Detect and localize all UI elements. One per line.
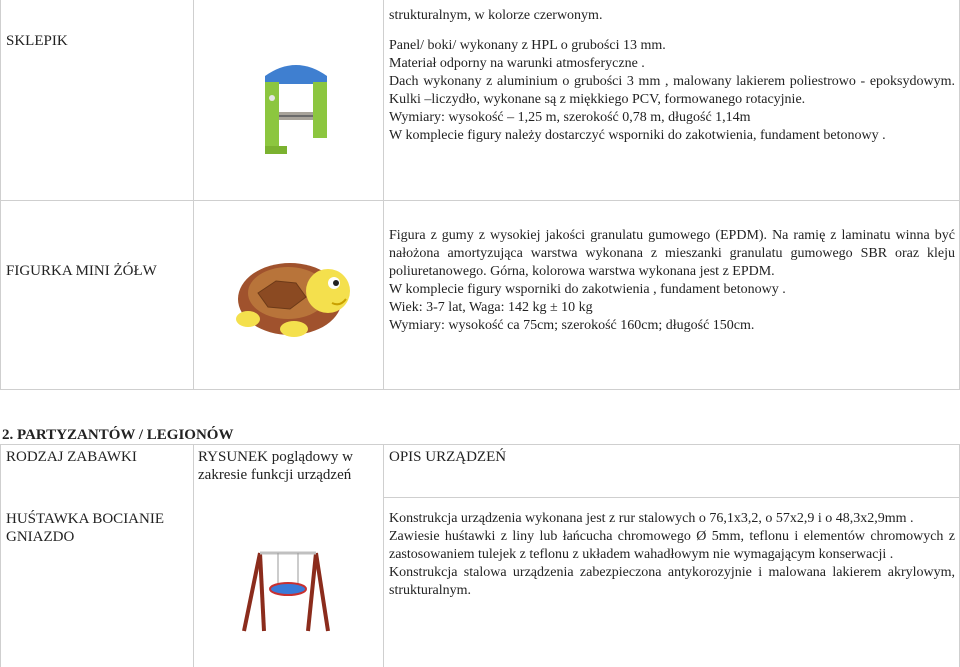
header-rodzaj-zabawki: RODZAJ ZABAWKI: [6, 449, 137, 465]
toy-name-sklepik: SKLEPIK: [6, 33, 68, 49]
zolw-desc-line: W komplecie figury wsporniki do zakotwienia , fundament betonowy .: [389, 282, 786, 297]
zolw-desc-line: Wymiary: wysokość ca 75cm; szerokość 160cm; długość 150cm.: [389, 318, 755, 333]
table-bottom-border: [0, 389, 960, 390]
table-border-left: [0, 0, 1, 390]
section-title: 2. PARTYZANTÓW / LEGIONÓW: [2, 427, 234, 443]
sklepik-desc-line: Dach wykonany z aluminium o grubości 3 mm , malowany lakierem poliestrowo - epoksydowym. Kulki –liczydło, wykonane są z miękkiego PCV, formowanego rotacyjnie.: [389, 74, 955, 107]
sklepik-desc-line: W komplecie figury należy dostarczyć wsporniki do zakotwienia, fundament betonowy .: [389, 128, 886, 143]
sklepik-desc-line: strukturalnym, w kolorze czerwonym.: [389, 8, 603, 23]
section-table-divider-2: [383, 444, 384, 667]
table-divider-1: [193, 0, 194, 390]
hustawka-desc-line: Konstrukcja stalowa urządzenia zabezpieczona antykorozyjnie i malowana lakierem akrylowym, strukturalnym.: [389, 565, 955, 598]
header-rysunek: RYSUNEK poglądowy w zakresie funkcji urządzeń: [198, 449, 354, 483]
hustawka-description: [389, 510, 955, 600]
sklepik-description: [389, 7, 955, 145]
header-opis-urzadzen: OPIS URZĄDZEŃ: [389, 449, 507, 465]
sklepik-image: [255, 58, 337, 163]
table-divider-2: [383, 0, 384, 390]
section-table-top-border: [0, 444, 960, 445]
row-divider: [0, 200, 960, 201]
hustawka-desc-line: Zawiesie huśtawki z liny lub łańcucha chromowego Ø 5mm, teflonu i elementów chromowych z zastosowaniem tulejek z teflonu z układem wahadłowym nie wymagającym konserwacji .: [389, 529, 955, 562]
section-table-divider-1: [193, 444, 194, 667]
swing-image: [238, 543, 334, 640]
zolw-desc-line: Figura z gumy z wysokiej jakości granulatu gumowego (EPDM). Na ramię z laminatu winna być nałożona amortyzująca warstwa wykonana z mieszanki granulatu gumowego SBR oraz kleju poliuretanowego. Górna, kolorowa warstwa wykonana jest z EPDM.: [389, 228, 955, 279]
section-table-border-left: [0, 444, 1, 667]
hustawka-desc-line: Konstrukcja urządzenia wykonana jest z rur stalowych o 76,1x3,2, o 57x2,9 i o 48,3x2,9mm .: [389, 511, 914, 526]
sklepik-desc-line: Materiał odporny na warunki atmosferyczne .: [389, 56, 645, 71]
zolw-description: [389, 227, 955, 335]
sklepik-desc-line: Panel/ boki/ wykonany z HPL o grubości 13 mm.: [389, 38, 666, 53]
zolw-desc-line: Wiek: 3-7 lat, Waga: 142 kg ± 10 kg: [389, 300, 593, 315]
toy-name-zolw: FIGURKA MINI ŻÓŁW: [6, 263, 157, 279]
section-header-divider: [383, 497, 960, 498]
turtle-image: [228, 245, 356, 350]
sklepik-desc-line: Wymiary: wysokość – 1,25 m, szerokość 0,78 m, długość 1,14m: [389, 110, 751, 125]
toy-name-hustawka: HUŚTAWKA BOCIANIE GNIAZDO: [6, 511, 165, 545]
